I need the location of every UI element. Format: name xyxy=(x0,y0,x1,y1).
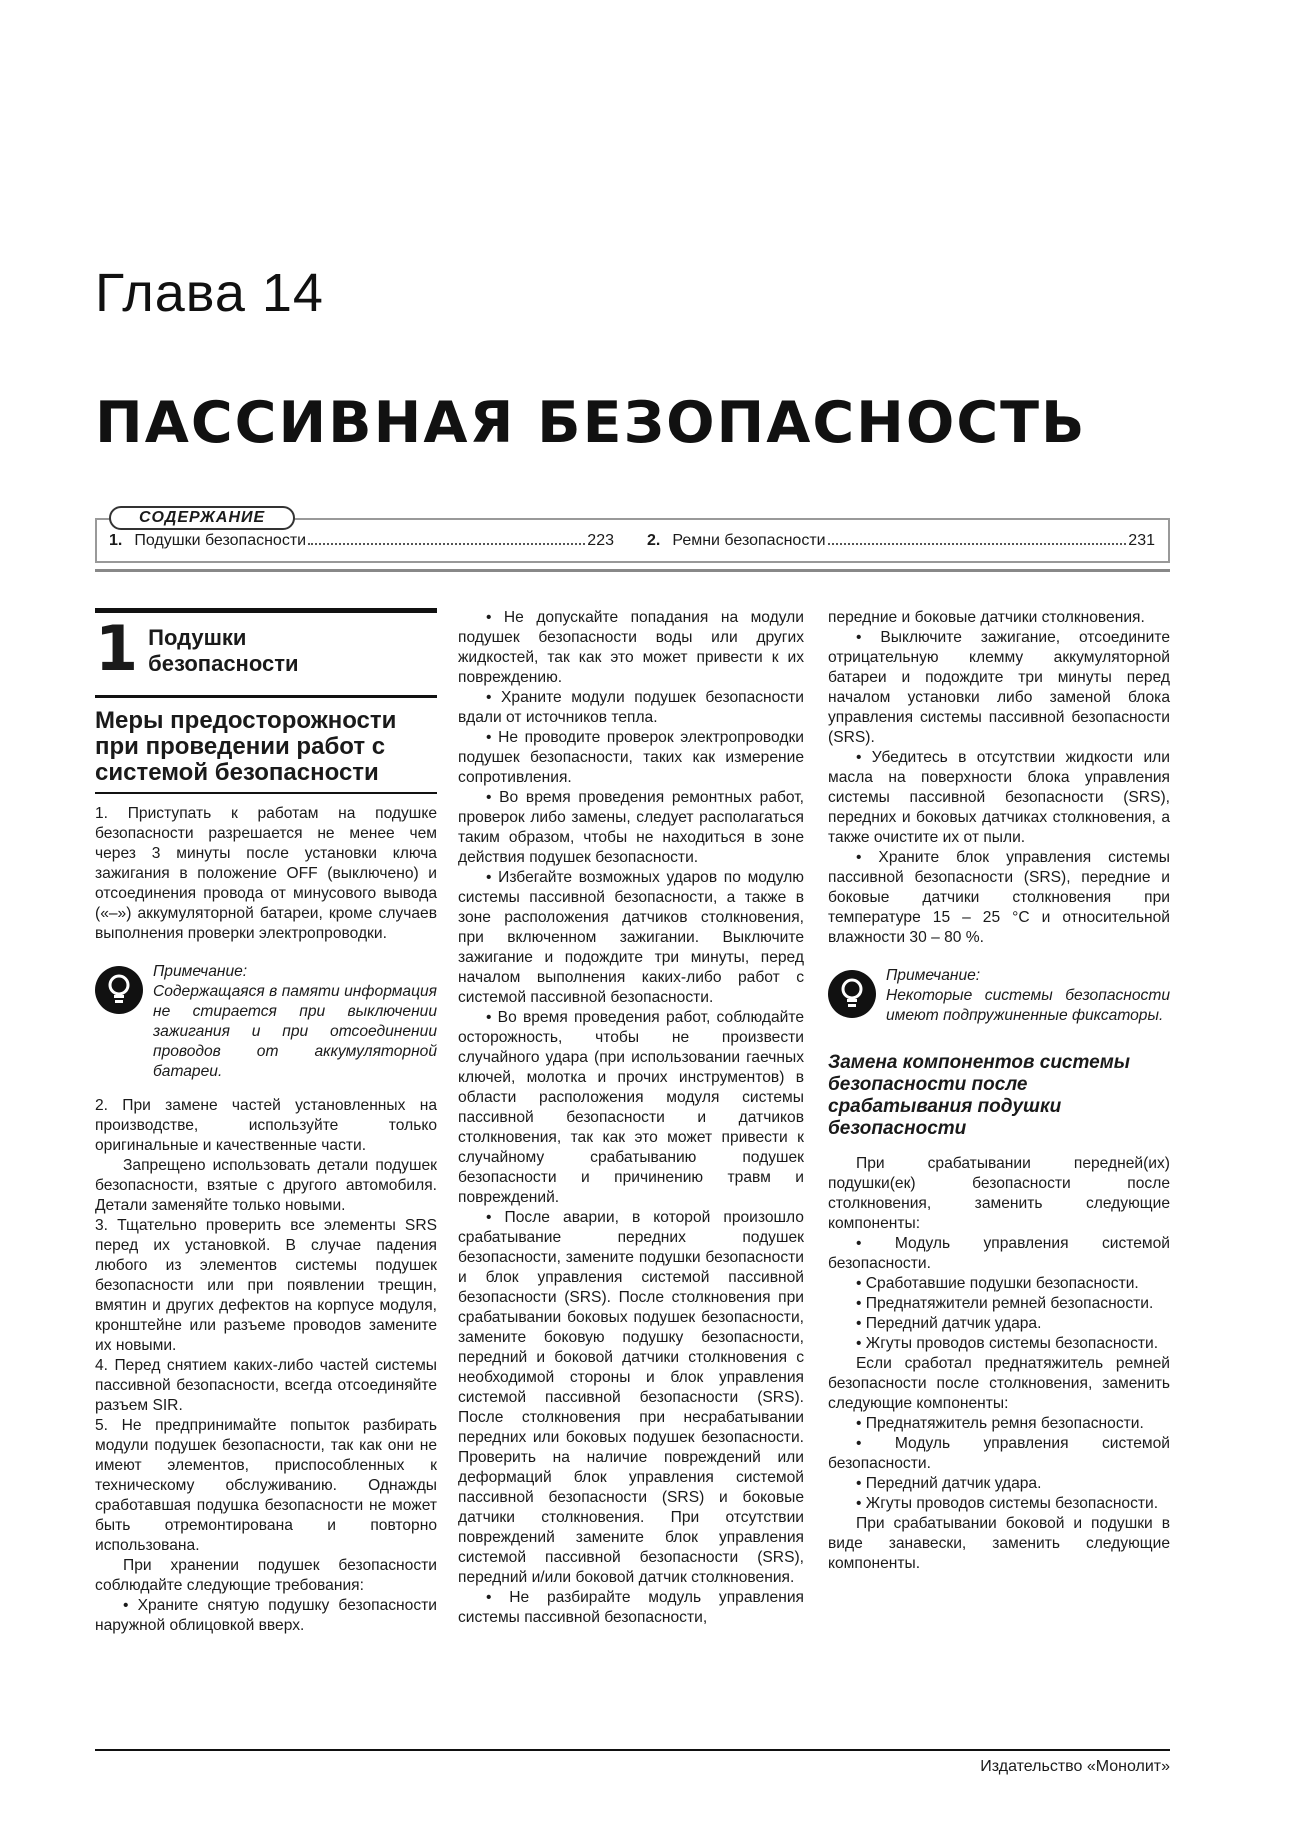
note-text: Некоторые системы безопасности имеют подпружиненные фиксаторы. xyxy=(886,987,1170,1024)
bullet-item: • Не проводите проверок электропроводки подушек безопасности, таких как измерение сопротивления. xyxy=(458,729,804,786)
publisher-footer: Издательство «Монолит» xyxy=(980,1758,1170,1775)
subsection-heading: Замена компонентов системы безопасности после срабатывания подушки безопасности xyxy=(828,1052,1130,1139)
bullet-item: • Во время проведения работ, соблюдайте осторожность, чтобы не произвести случайного удара (при использовании гаечных ключей, молотка и прочих инструментов) в области расположения модуля системы пассивной безопасности и датчиков столкновения, так как это может привести к случайному срабатыванию подушек безопасности и причинению травм и повреждений. xyxy=(458,1009,804,1206)
paragraph: При срабатывании передней(их) подушки(ек) безопасности после столкновения, заменить следующие компоненты: xyxy=(828,1155,1170,1232)
bullet-item: • Передний датчик удара. xyxy=(856,1475,1042,1492)
lightbulb-icon xyxy=(828,970,876,1018)
toc-item-page: 223 xyxy=(587,532,614,549)
toc-leader-dots xyxy=(828,532,1127,545)
paragraph: При хранении подушек безопасности соблюдайте следующие требования: xyxy=(95,1557,437,1594)
bullet-item: • Жгуты проводов системы безопасности. xyxy=(856,1335,1159,1352)
bullet-item: • Избегайте возможных ударов по модулю системы пассивной безопасности, а также в зоне расположения датчиков столкновения, при включенном зажигании. Выключите зажигание и подождите три минуты, перед началом выполнения каких-либо работ с системой пассивной безопасности. xyxy=(458,869,804,1006)
paragraph: Если сработал преднатяжитель ремней безопасности после столкновения, заменить следующие компоненты: xyxy=(828,1355,1170,1412)
note-label: Примечание: xyxy=(886,967,981,984)
toc-label: СОДЕРЖАНИЕ xyxy=(109,506,295,530)
bullet-item: • Не допускайте попадания на модули подушек безопасности воды или других жидкостей, так как это может привести к их повреждению. xyxy=(458,609,804,686)
note-block xyxy=(828,966,1170,1026)
section-number: 1 xyxy=(95,612,139,685)
paragraph: 2. При замене частей установленных на производстве, используйте только оригинальные и качественные части. xyxy=(95,1097,437,1154)
footer-divider xyxy=(95,1749,1170,1751)
toc-divider xyxy=(95,569,1170,572)
bullet-item: • Модуль управления системой безопасности. xyxy=(828,1435,1170,1472)
note-text: Содержащаяся в памяти информация не стирается при выключении зажигания и при отсоединении проводов от аккумуляторной батареи. xyxy=(153,983,437,1080)
bullet-item: • Храните блок управления системы пассивной безопасности (SRS), передние и боковые датчики столкновения при температуре 15 – 25 °С и относительной влажности 30 – 80 %. xyxy=(828,849,1170,946)
column-3 xyxy=(828,608,1170,1574)
bullet-item: • Убедитесь в отсутствии жидкости или масла на поверхности блока управления системы пассивной безопасности (SRS), передних и боковых датчиках столкновения, а также очистите их от пыли. xyxy=(828,749,1170,846)
chapter-label: Глава 14 xyxy=(95,263,324,323)
section-title-line: Подушки xyxy=(148,625,247,650)
paragraph: 1. Приступать к работам на подушке безопасности разрешается не менее чем через 3 минуты после установки ключа зажигания в положение OFF (выключено) и отсоединения провода от минусового вывода («–») аккумуляторной батареи, кроме случаев выполнения проверки электропроводки. xyxy=(95,805,437,942)
page-title: ПАССИВНАЯ БЕЗОПАСНОСТЬ xyxy=(95,390,1087,456)
subsection-title: Меры предосторожности при проведении работ с системой безопасности xyxy=(95,695,437,794)
paragraph: Запрещено использовать детали подушек безопасности, взятые с другого автомобиля. Детали заменяйте только новыми. xyxy=(95,1157,437,1214)
bullet-item: • Во время проведения ремонтных работ, проверок либо замены, следует располагаться таким образом, чтобы не находиться в зоне действия подушек безопасности. xyxy=(458,789,804,866)
note-label: Примечание: xyxy=(153,963,248,980)
toc-item[interactable] xyxy=(109,532,614,550)
toc-item-text: Ремни безопасности xyxy=(672,532,826,549)
section-title-line: безопасности xyxy=(148,651,299,676)
toc-leader-dots xyxy=(308,532,585,545)
note-block xyxy=(95,962,437,1082)
bullet-item: • Преднатяжители ремней безопасности. xyxy=(856,1295,1154,1312)
lightbulb-icon xyxy=(95,966,143,1014)
bullet-item: • Модуль управления системой безопасности. xyxy=(828,1235,1170,1272)
bullet-item: • После аварии, в которой произошло срабатывание передних подушек безопасности, замените подушки безопасности и блок управления системой пассивной безопасности (SRS). После столкновения при срабатывании боковых подушек безопасности, замените боковую подушку безопасности, передний и боковой датчики столкновения с необходимой стороны и блок управления системой пассивной безопасности (SRS). После столкновения при несрабатывании передних или боковых подушек безопасности. Проверить на наличие повреждений или деформаций блок управления системой пассивной безопасности (SRS) и боковые датчики столкновения. При отсутствии повреждений замените блок управления системой пассивной безопасности (SRS), передний и/или боковой датчик столкновения. xyxy=(458,1209,804,1586)
paragraph: 5. Не предпринимайте попыток разбирать модули подушек безопасности, так как они не имеют элементов, приспособленных к техническому обслуживанию. Однажды сработавшая подушка безопасности не может быть отремонтирована и повторно использована. xyxy=(95,1417,437,1554)
bullet-item: • Передний датчик удара. xyxy=(856,1315,1042,1332)
bullet-item: • Сработавшие подушки безопасности. xyxy=(856,1275,1139,1292)
column-2 xyxy=(458,608,804,1628)
paragraph: 3. Тщательно проверить все элементы SRS перед их установкой. В случае падения любого из элементов системы подушек безопасности или при появлении трещин, вмятин и других дефектов на корпусе модуля, кронштейне или разъеме проводов замените их новыми. xyxy=(95,1217,437,1354)
bullet-item: • Преднатяжитель ремня безопасности. xyxy=(856,1415,1144,1432)
toc-item-number: 2. xyxy=(647,532,661,549)
paragraph: 4. Перед снятием каких-либо частей системы пассивной безопасности, всегда отсоединяйте разъем SIR. xyxy=(95,1357,437,1414)
bullet-item: • Храните снятую подушку безопасности наружной облицовкой вверх. xyxy=(95,1597,437,1634)
paragraph: передние и боковые датчики столкновения. xyxy=(828,609,1145,626)
paragraph: При срабатывании боковой и подушки в виде занавески, заменить следующие компоненты. xyxy=(828,1515,1170,1572)
table-of-contents xyxy=(95,509,1170,563)
toc-item-text: Подушки безопасности xyxy=(134,532,307,549)
bullet-item: • Жгуты проводов системы безопасности. xyxy=(856,1495,1159,1512)
toc-item-page: 231 xyxy=(1128,532,1155,549)
bullet-item: • Выключите зажигание, отсоедините отрицательную клемму аккумуляторной батареи и подождите три минуты перед началом установки либо заменой блока управления системы пассивной безопасности (SRS). xyxy=(828,629,1170,746)
toc-item[interactable] xyxy=(647,532,1155,550)
section-heading xyxy=(95,608,437,685)
bullet-item: • Храните модули подушек безопасности вдали от источников тепла. xyxy=(458,689,804,726)
section-title xyxy=(148,623,298,677)
toc-item-number: 1. xyxy=(109,532,123,549)
column-1 xyxy=(95,608,437,1636)
bullet-item: • Не разбирайте модуль управления системы пассивной безопасности, xyxy=(458,1589,804,1626)
